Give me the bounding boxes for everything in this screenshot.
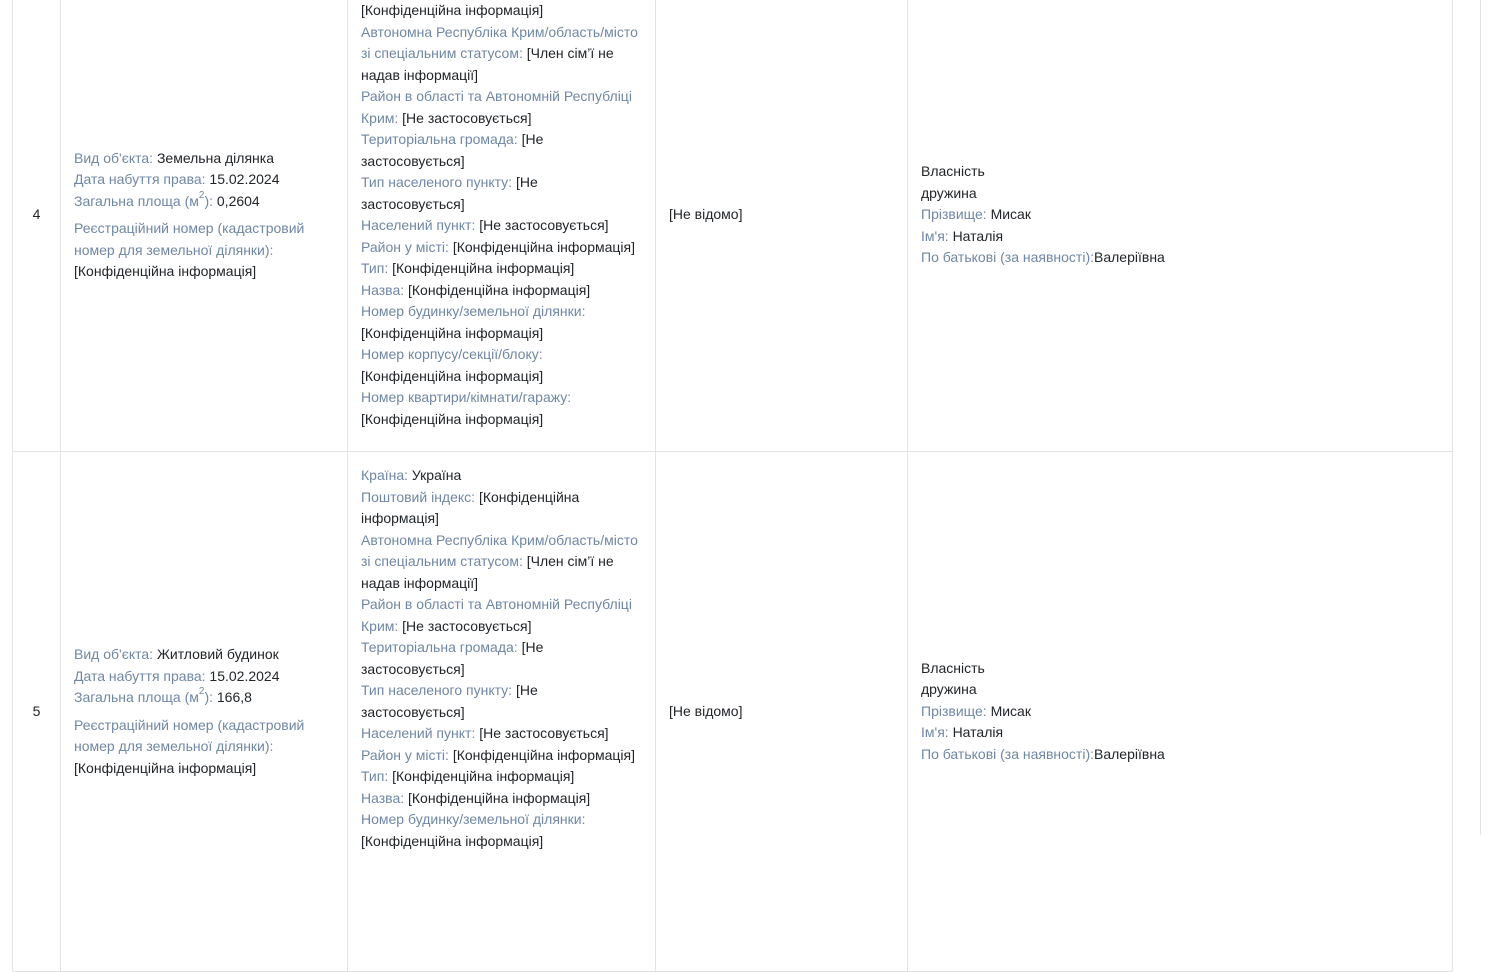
- address-community: Територіальна громада: [Не застосовується]: [361, 131, 544, 169]
- ownership-type: Власність: [921, 659, 985, 676]
- cost-cell: [Не відомо]: [656, 452, 908, 972]
- owner-name: Ім'я: Наталія: [921, 227, 1004, 244]
- address-city-district: Район у місті: [Конфіденційна інформація]: [361, 238, 636, 255]
- owner-cell: [908, 0, 1453, 452]
- address-settlement: Населений пункт: [Не застосовується]: [361, 725, 609, 741]
- table-row: [13, 0, 1453, 452]
- address-partial-value: [Конфіденційна інформація]: [361, 2, 544, 18]
- address-building: Номер корпусу/секції/блоку: [Конфіденційна інформація]: [361, 346, 544, 384]
- address-street-name: Назва: [Конфіденційна інформація]: [361, 789, 591, 806]
- address-street-type: Тип: [Конфіденційна інформація]: [361, 768, 575, 784]
- container-border: [1480, 0, 1481, 835]
- total-area: Загальна площа $(м^2)$: 166,8: [74, 686, 252, 705]
- object-type: Вид об'єкта: Земельна ділянка: [74, 149, 274, 166]
- address-district: Район в області та Автономній Республіці Крим: [Не застосовується]: [361, 88, 632, 126]
- address-city-district: Район у місті: [Конфіденційна інформація]: [361, 746, 636, 763]
- address-district: Район в області та Автономній Республіці Крим: [Не застосовується]: [361, 596, 632, 634]
- total-area: Загальна площа $(м^2)$: 0,2604: [74, 189, 260, 209]
- address-house: Номер будинку/земельної ділянки: [Конфіденційна інформація]: [361, 303, 586, 341]
- object-type: Вид об'єкта: Житловий будинок: [74, 646, 279, 662]
- address-street-type: Тип: [Конфіденційна інформація]: [361, 260, 575, 276]
- property-table: [12, 0, 1453, 972]
- row-number: 4: [13, 0, 61, 452]
- registration-number: Реєстраційний номер (кадастровий номер для земельної ділянки): [Конфіденційна інформація]: [74, 220, 305, 279]
- owner-relation: дружина: [921, 184, 977, 201]
- registration-number: Реєстраційний номер (кадастровий номер для земельної ділянки): [Конфіденційна інформація]: [74, 716, 305, 776]
- address-apartment: Номер квартири/кімнати/гаражу: [Конфіденційна інформація]: [361, 389, 572, 427]
- object-cell: [61, 452, 348, 972]
- owner-relation: дружина: [921, 681, 977, 698]
- address-region: Автономна Республіка Крим/область/місто зі спеціальним статусом: [Член сім’ї не надав інформації]: [361, 531, 638, 591]
- row-number: 5: [13, 452, 61, 972]
- owner-patronymic: По батькові (за наявності):Валеріївна: [921, 745, 1165, 762]
- address-cell: [348, 0, 656, 452]
- table-row: [13, 452, 1453, 972]
- address-settlement: Населений пункт: [Не застосовується]: [361, 217, 609, 233]
- acquisition-date: Дата набуття права: 15.02.2024: [74, 667, 280, 684]
- owner-surname: Прізвище: Мисак: [921, 206, 1031, 223]
- cost-cell: [Не відомо]: [656, 0, 908, 452]
- owner-cell: [908, 452, 1453, 972]
- address-house: Номер будинку/земельної ділянки: [Конфіденційна інформація]: [361, 811, 586, 849]
- acquisition-date: Дата набуття права: 15.02.2024: [74, 171, 280, 187]
- address-settlement-type: Тип населеного пункту: [Не застосовується]: [361, 174, 538, 212]
- address-street-name: Назва: [Конфіденційна інформація]: [361, 281, 591, 298]
- owner-name: Ім'я: Наталія: [921, 724, 1004, 741]
- address-cell: [348, 452, 656, 972]
- ownership-type: Власність: [921, 163, 985, 180]
- object-cell: [61, 0, 348, 452]
- address-postal-code: Поштовий індекс: [Конфіденційна інформація]: [361, 488, 580, 526]
- address-community: Територіальна громада: [Не застосовується]: [361, 639, 544, 677]
- address-settlement-type: Тип населеного пункту: [Не застосовується]: [361, 682, 538, 720]
- owner-surname: Прізвище: Мисак: [921, 702, 1031, 719]
- address-region: Автономна Республіка Крим/область/місто зі спеціальним статусом: [Член сім’ї не надав інформації]: [361, 23, 638, 83]
- address-country: Країна: Україна: [361, 467, 462, 483]
- owner-patronymic: По батькові (за наявності):Валеріївна: [921, 249, 1165, 266]
